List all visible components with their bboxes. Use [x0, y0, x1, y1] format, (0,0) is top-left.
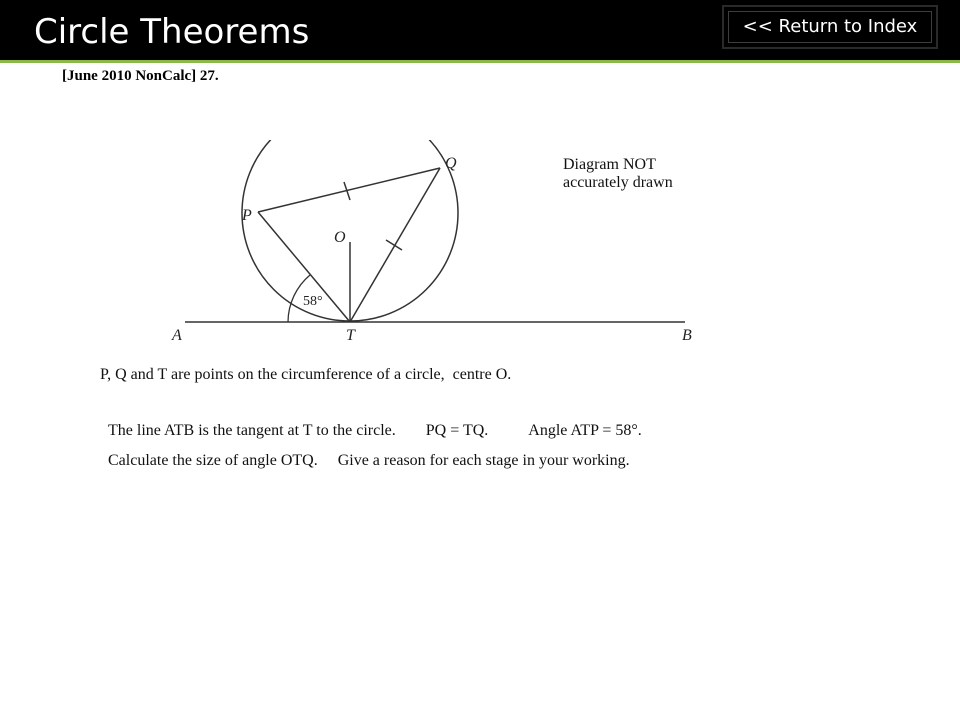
question-reference: [June 2010 NonCalc] 27. [62, 68, 219, 84]
question-line-2-angle: Angle ATP = 58°. [528, 422, 642, 439]
diagram-note-line-2: accurately drawn [563, 174, 673, 191]
diagram-note-line-1: Diagram NOT [563, 156, 656, 173]
label-p: P [242, 207, 252, 224]
chord-pq [258, 168, 440, 212]
label-o: O [334, 229, 346, 246]
question-line-1: P, Q and T are points on the circumference of a circle, centre O. [100, 366, 512, 383]
tick-mark-tq [386, 240, 402, 250]
label-b: B [682, 327, 692, 344]
question-line-3-calculate: Calculate the size of angle OTQ. [108, 452, 318, 469]
label-angle-58: 58° [303, 294, 323, 309]
question-line-2-tangent: The line ATB is the tangent at T to the circle. [108, 422, 396, 439]
diagram-note [563, 156, 673, 192]
page-title: Circle Theorems [34, 12, 310, 52]
label-a: A [172, 327, 182, 344]
question-line-3-reason: Give a reason for each stage in your working. [337, 452, 630, 469]
label-t: T [346, 327, 355, 344]
label-q: Q [445, 155, 457, 172]
return-to-index-button[interactable] [722, 5, 938, 49]
question-line-2-equal: PQ = TQ. [425, 422, 489, 439]
question-line-3 [100, 434, 630, 470]
header-accent-line [0, 60, 960, 63]
return-button-label: << Return to Index [742, 16, 918, 37]
